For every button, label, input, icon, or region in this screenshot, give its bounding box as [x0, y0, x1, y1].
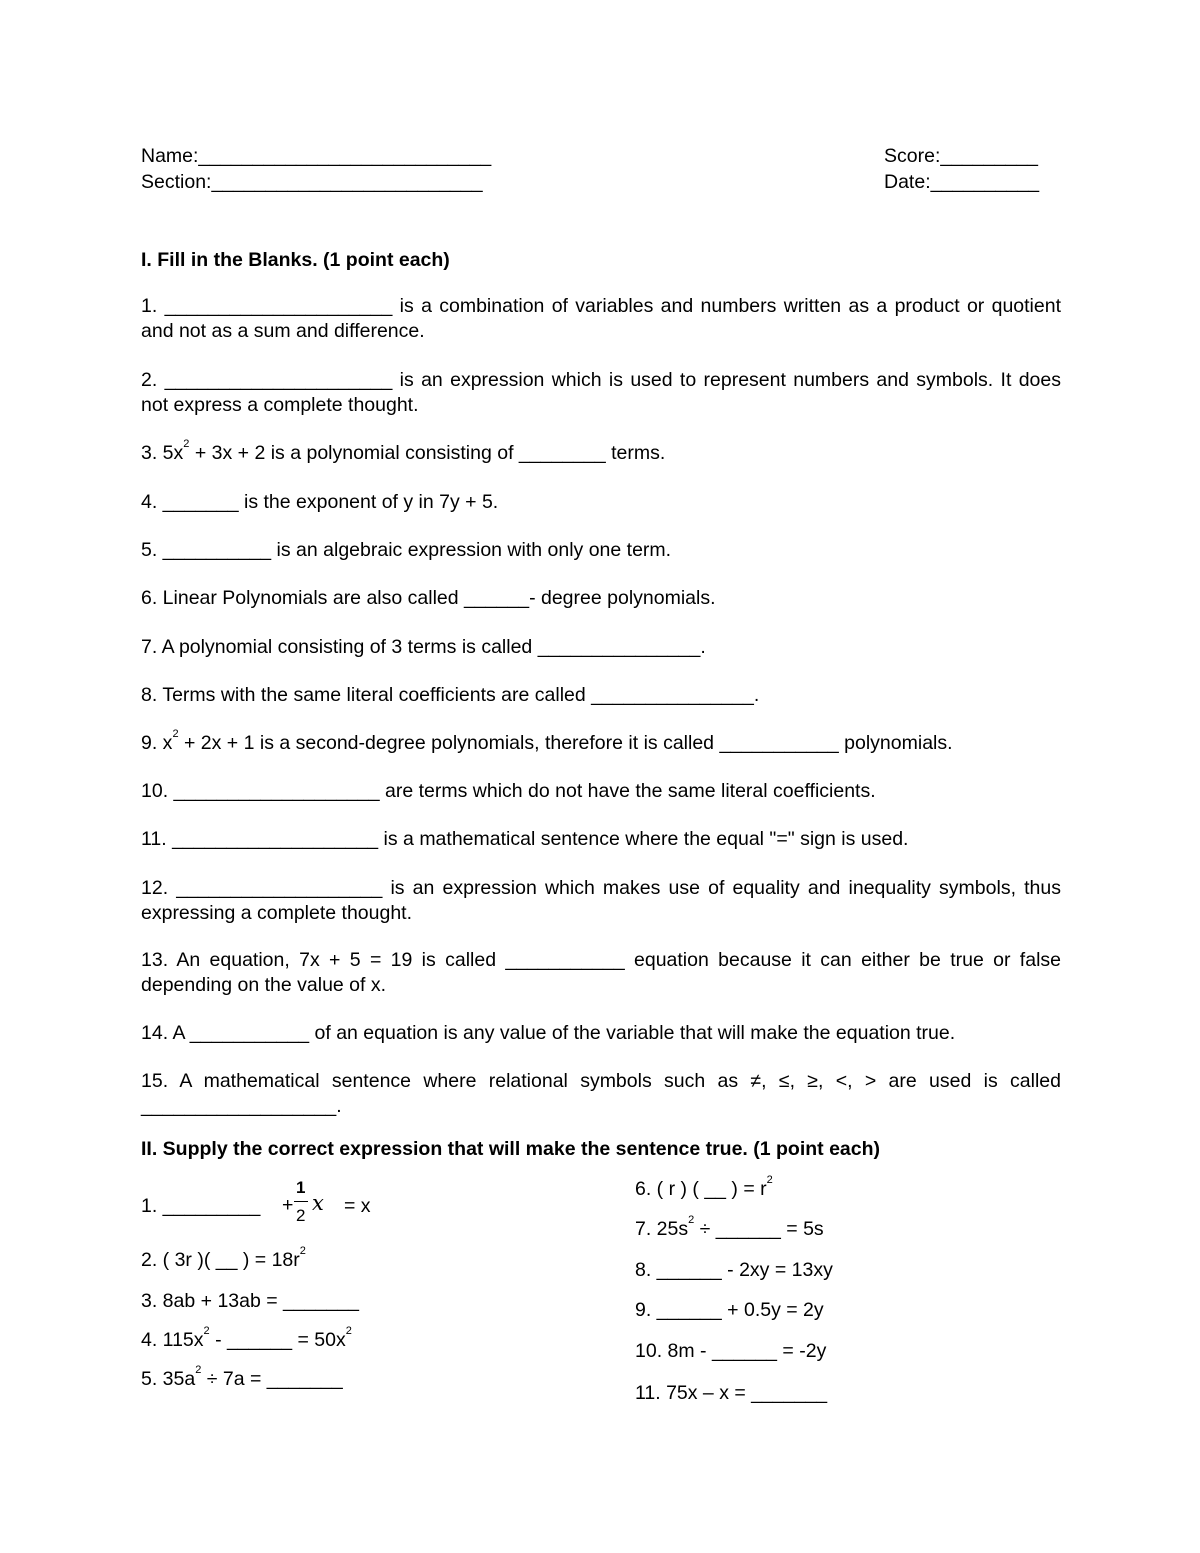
question-9 — [141, 728, 1061, 756]
question-3 — [141, 438, 1061, 466]
p2-item-1-pre: 1. _________ — [141, 1195, 261, 1217]
score-field[interactable]: Score:_________ — [884, 145, 1038, 167]
p2-item-9: 9. ______ + 0.5y = 2y — [635, 1299, 824, 1321]
p2-7-sup: 2 — [688, 1214, 695, 1226]
fraction-numerator: 1 — [296, 1178, 306, 1197]
question-1: 1. _____________________ is a combination of variables and numbers written as a product or quotient and not as a sum and difference. — [141, 295, 1061, 342]
question-2: 2. _____________________ is an expression which is used to represent numbers and symbols. It does not express a complete thought. — [141, 369, 1061, 416]
question-12: 12. ___________________ is an expression which makes use of equality and inequality symbols, thus expressing a complete thought. — [141, 877, 1061, 924]
p2-5-pre: 5. 35a — [141, 1368, 196, 1390]
question-5: 5. __________ is an algebraic expression with only one term. — [141, 539, 672, 561]
p2-5-sup: 2 — [195, 1364, 202, 1376]
p2-6-sup: 2 — [766, 1174, 773, 1186]
question-4: 4. _______ is the exponent of y in 7y + 5. — [141, 491, 499, 513]
p2-item-10: 10. 8m - ______ = -2y — [635, 1340, 827, 1362]
p2-item-2 — [141, 1245, 306, 1272]
question-11: 11. ___________________ is a mathematical sentence where the equal "=" sign is used. — [141, 828, 909, 850]
part2-title: II. Supply the correct expression that will make the sentence true. (1 point each) — [141, 1138, 881, 1160]
plus-sign: + — [282, 1194, 294, 1216]
question-13: 13. An equation, 7x + 5 = 19 is called ___________ equation because it can either be true or false depending on the value of x. — [141, 949, 1061, 996]
question-15: 15. A mathematical sentence where relational symbols such as ≠, ≤, ≥, <, > are used is called __________________. — [141, 1070, 1061, 1117]
date-field[interactable]: Date:__________ — [884, 171, 1040, 193]
p2-item-4 — [141, 1325, 352, 1352]
fraction-variable: x — [312, 1191, 324, 1215]
fraction-denominator: 2 — [296, 1206, 306, 1225]
q9-post: + 2x + 1 is a second-degree polynomials, therefore it is called ___________ polynomials. — [178, 732, 953, 754]
fraction-bar — [294, 1201, 308, 1202]
question-8: 8. Terms with the same literal coefficients are called _______________. — [141, 684, 760, 706]
question-7: 7. A polynomial consisting of 3 terms is called _______________. — [141, 636, 706, 658]
part1-title: I. Fill in the Blanks. (1 point each) — [141, 249, 450, 271]
question-14: 14. A ___________ of an equation is any value of the variable that will make the equation true. — [141, 1022, 956, 1044]
p2-item-7 — [635, 1214, 824, 1241]
section-field[interactable]: Section:_________________________ — [141, 171, 483, 193]
p2-7-pre: 7. 25s — [635, 1218, 689, 1240]
p2-item-1-post: = x — [344, 1195, 371, 1217]
p2-6-pre: 6. ( r ) ( __ ) = r — [635, 1178, 767, 1200]
p2-2-sup: 2 — [299, 1245, 306, 1257]
p2-item-6 — [635, 1174, 773, 1201]
p2-4-sup: 2 — [203, 1325, 210, 1337]
p2-item-5 — [141, 1364, 343, 1391]
p2-4-pre: 4. 115x — [141, 1329, 204, 1351]
question-6: 6. Linear Polynomials are also called ______- degree polynomials. — [141, 587, 716, 609]
p2-item-8: 8. ______ - 2xy = 13xy — [635, 1259, 833, 1281]
p2-item-11: 11. 75x – x = _______ — [635, 1382, 828, 1404]
question-10: 10. ___________________ are terms which do not have the same literal coefficients. — [141, 780, 876, 802]
p2-2-pre: 2. ( 3r )( __ ) = 18r — [141, 1249, 300, 1271]
q3-post: + 3x + 2 is a polynomial consisting of ________ terms. — [189, 442, 666, 464]
q9-pre: 9. x — [141, 732, 173, 754]
q9-sup: 2 — [172, 728, 179, 740]
q3-pre: 3. 5x — [141, 442, 184, 464]
p2-item-3: 3. 8ab + 13ab = _______ — [141, 1290, 359, 1312]
p2-4-sup2: 2 — [345, 1325, 352, 1337]
q3-sup: 2 — [183, 438, 190, 450]
p2-5-post: ÷ 7a = _______ — [201, 1368, 343, 1390]
name-field[interactable]: Name:___________________________ — [141, 145, 492, 167]
p2-7-post: ÷ ______ = 5s — [694, 1218, 824, 1240]
p2-4-post: - ______ = 50x — [209, 1329, 346, 1351]
